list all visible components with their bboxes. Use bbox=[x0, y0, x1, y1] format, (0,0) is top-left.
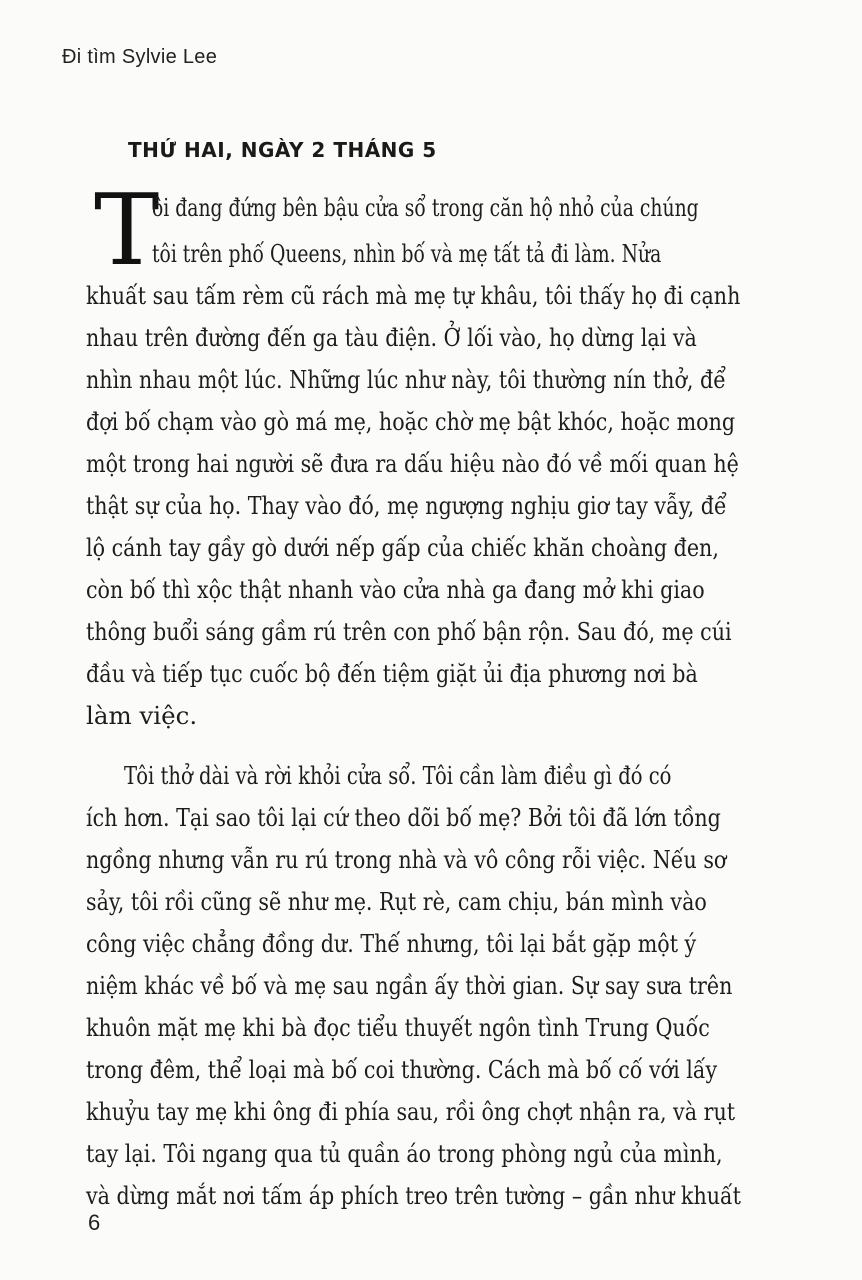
text-line: niệm khác về bố và mẹ sau ngần ấy thời gian. Sự say sưa trên bbox=[86, 971, 733, 1000]
text-line: một trong hai người sẽ đưa ra dấu hiệu nào đó về mối quan hệ bbox=[86, 449, 739, 478]
text-line: nhìn nhau một lúc. Những lúc như này, tôi thường nín thở, để bbox=[86, 365, 726, 394]
text-line: khuỷu tay mẹ khi ông đi phía sau, rồi ông chợt nhận ra, và rụt bbox=[86, 1097, 736, 1126]
text-line: khuôn mặt mẹ khi bà đọc tiểu thuyết ngôn tình Trung Quốc bbox=[86, 1013, 710, 1042]
text-line: lộ cánh tay gầy gò dưới nếp gấp của chiếc khăn choàng đen, bbox=[86, 533, 719, 562]
chapter-title: THỨ HAI, NGÀY 2 THÁNG 5 bbox=[128, 138, 437, 162]
text-line: ích hơn. Tại sao tôi lại cứ theo dõi bố mẹ? Bởi tôi đã lớn tồng bbox=[86, 803, 721, 832]
text-line: và dừng mắt nơi tấm áp phích treo trên tường – gần như khuất bbox=[86, 1181, 741, 1210]
drop-cap: T bbox=[94, 174, 160, 288]
page-number: 6 bbox=[88, 1210, 101, 1235]
running-header: Đi tìm Sylvie Lee bbox=[62, 46, 218, 68]
text-line: nhau trên đường đến ga tàu điện. Ở lối vào, họ dừng lại và bbox=[86, 323, 697, 352]
text-line: đợi bố chạm vào gò má mẹ, hoặc chờ mẹ bật khóc, hoặc mong bbox=[86, 407, 736, 436]
text-line: Tôi thở dài và rời khỏi cửa sổ. Tôi cần làm điều gì đó có bbox=[124, 761, 672, 790]
text-line: thật sự của họ. Thay vào đó, mẹ ngượng nghịu giơ tay vẫy, để bbox=[86, 491, 727, 520]
text-line: tôi trên phố Queens, nhìn bố và mẹ tất tả đi làm. Nửa bbox=[152, 239, 662, 268]
text-line: trong đêm, thể loại mà bố coi thường. Cách mà bố cố với lấy bbox=[86, 1055, 718, 1084]
text-line: khuất sau tấm rèm cũ rách mà mẹ tự khâu, tôi thấy họ đi cạnh bbox=[86, 281, 741, 310]
text-line: còn bố thì xộc thật nhanh vào cửa nhà ga đang mở khi giao bbox=[86, 575, 705, 604]
text-line: tay lại. Tôi ngang qua tủ quần áo trong phòng ngủ của mình, bbox=[86, 1139, 723, 1168]
text-line: sảy, tôi rồi cũng sẽ như mẹ. Rụt rè, cam chịu, bán mình vào bbox=[86, 887, 707, 916]
text-line: ôi đang đứng bên bậu cửa sổ trong căn hộ nhỏ của chúng bbox=[152, 193, 699, 222]
text-line: ngồng nhưng vẫn ru rú trong nhà và vô công rỗi việc. Nếu sơ bbox=[86, 845, 727, 874]
text-line: thông buổi sáng gầm rú trên con phố bận rộn. Sau đó, mẹ cúi bbox=[86, 617, 732, 646]
text-line: đầu và tiếp tục cuốc bộ đến tiệm giặt ủi địa phương nơi bà bbox=[86, 659, 698, 688]
text-line: công việc chẳng đồng dư. Thế nhưng, tôi lại bắt gặp một ý bbox=[86, 929, 697, 958]
text-line: làm việc. bbox=[86, 701, 198, 730]
